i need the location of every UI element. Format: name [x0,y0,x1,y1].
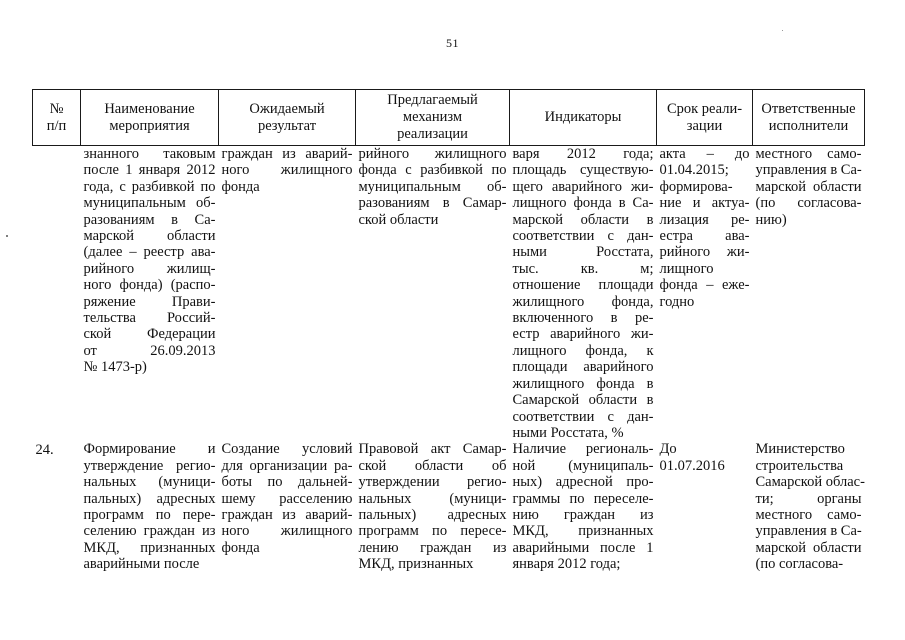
cell-line: 01.07.2016 [659,457,725,474]
cell-line: нию) [755,211,787,228]
cell-line: варя 2012 года; [512,146,654,162]
cell-line: МКД, признанных [358,556,474,573]
header-line: Ответственные [761,100,856,117]
header-responsible [753,90,865,146]
header-line: механизм [402,109,463,125]
cell-line: (по согласова- [755,195,862,212]
cell-line: нальных (муници- [83,474,216,491]
cell-line: рийного жилищного [358,146,507,162]
cell-line: ской области [358,211,439,228]
cell-line: фонда с разбивкой по [358,162,507,179]
cell-line: формирова- [659,178,733,195]
cell-line: ных) адресной про- [512,474,654,491]
cell-line: До [659,441,677,458]
cell-line: пальных) адресных [358,506,507,523]
cell-line: лизация ре- [659,211,750,228]
cell-line: пальных) адресных [83,490,216,507]
header-deadline [657,90,753,146]
header-name [81,90,219,146]
table-row [33,146,865,442]
cell-line: естра ава- [659,228,750,245]
cell-line: № 1473-р) [83,359,147,376]
cell-line: ными Росстата, % [512,424,624,441]
cell-indicators [510,146,657,442]
header-line: Ожидаемый [249,100,325,117]
cell-line: местного само- [755,506,862,523]
cell-name [81,146,219,442]
cell-line: граждан из аварий- [221,146,353,162]
cell-line: знанного таковым [83,146,216,162]
header-line: Наименование [104,100,195,117]
cell-line: ными Росстата, [512,244,654,261]
table-header-row [33,90,865,146]
cell-line: включенного в ре- [512,310,654,327]
cell-line: марской области в [512,211,654,228]
cell-deadline [657,441,753,572]
cell-mechanism [356,441,510,572]
cell-line: местного само- [755,146,862,162]
cell-name [81,441,219,572]
header-indicators [510,90,657,146]
cell-indicators [510,441,657,572]
cell-line: ской области об [358,457,507,474]
scan-artifact [782,30,783,31]
cell-line: управления в Са- [755,523,862,540]
cell-line: селению граждан из [83,523,216,540]
measures-table [32,89,865,573]
header-line: мероприятия [109,117,190,134]
header-line: Срок реали- [666,100,743,117]
cell-line: (по согласова- [755,556,844,573]
cell-line: Наличие региональ- [512,441,654,458]
cell-line: рийного жилищ- [83,260,216,277]
cell-line: ской Федерации [83,326,216,343]
table-body [33,146,865,573]
cell-line: ного жилищного [221,523,353,540]
cell-line: фонда – еже- [659,277,750,294]
cell-responsible [753,441,865,572]
scan-artifact [6,235,8,237]
cell-line: фонда [221,178,260,195]
header-num [33,90,81,146]
cell-line: шему расселению [221,490,353,507]
cell-line: разованиям в Самар- [358,195,507,212]
cell-line: Правовой акт Самар- [358,441,507,458]
cell-line: ного фонда) (распо- [83,277,216,294]
cell-result [219,146,356,442]
cell-line: тельства Россий- [83,310,216,327]
cell-line: нию граждан из [512,506,654,523]
cell-line: после 1 января 2012 [83,162,216,179]
cell-line: ной (муниципаль- [512,457,654,474]
cell-line: муниципальным об- [358,178,507,195]
cell-line: лищного фонда, к [512,342,654,359]
cell-line: площади аварийного [512,359,654,376]
cell-line: (далее – реестр ава- [83,244,216,261]
cell-line: нальных (муници- [358,490,507,507]
cell-line: ние и актуа- [659,195,750,212]
cell-line: акта – до [659,146,750,162]
cell-line: рийного жи- [659,244,750,261]
cell-deadline [657,146,753,442]
cell-line: МКД, признанных [512,523,654,540]
cell-line: Самарской области в [512,392,654,409]
cell-responsible [753,146,865,442]
cell-line: утверждение регио- [83,457,216,474]
header-line: зации [686,117,723,134]
cell-line: граммы по переселе- [512,490,654,507]
cell-line: Министерство [755,441,845,458]
cell-line: Создание условий [221,441,353,458]
cell-mechanism [356,146,510,442]
header-line: реализации [397,126,468,142]
cell-line: годно [659,293,695,310]
cell-line: МКД, признанных [83,539,216,556]
header-line: № [49,100,64,117]
header-line: Предлагаемый [387,92,478,108]
cell-line: марской области [755,178,862,195]
cell-num [33,146,81,442]
cell-line: щего аварийного жи- [512,178,654,195]
cell-line: жилищного фонда, [512,293,654,310]
cell-line: программ по пересе- [358,523,507,540]
cell-line: строительства [755,457,844,474]
cell-line: ряжение Прави- [83,293,216,310]
cell-line: утверждении регио- [358,474,507,491]
header-line: п/п [46,117,67,134]
cell-line: аварийными после 1 [512,539,654,556]
header-result [219,90,356,146]
cell-line: для организации ра- [221,457,353,474]
cell-line: 01.04.2015; [659,162,729,179]
cell-line: естр аварийного жи- [512,326,654,343]
cell-line: лищного фонда в Са- [512,195,654,212]
cell-line: лищного [659,260,714,277]
table-row [33,441,865,572]
cell-line: соответствии с дан- [512,408,654,425]
header-line: результат [257,117,317,134]
cell-num: 24. [35,442,54,459]
cell-line: лению граждан из [358,539,507,556]
cell-line: отношение площади [512,277,654,294]
header-mechanism [356,90,510,146]
cell-line: тыс. кв. м; [512,260,654,277]
header-line: Индикаторы [544,109,622,125]
cell-result [219,441,356,572]
cell-line: марской области [83,228,216,245]
cell-line: Формирование и [83,441,216,458]
cell-line: разованиям в Са- [83,211,216,228]
cell-line: от 26.09.2013 [83,342,216,359]
cell-line: фонда [221,539,260,556]
cell-line: управления в Са- [755,162,862,179]
cell-line: граждан из аварий- [221,506,353,523]
cell-line: января 2012 года; [512,556,621,573]
header-line: исполнители [768,117,849,134]
page-number: 51 [446,36,459,50]
cell-line: года, с разбивкой по [83,178,216,195]
cell-line: площадь существую- [512,162,654,179]
cell-line: Самарской облас- [755,474,865,491]
cell-line: муниципальным об- [83,195,216,212]
cell-line: аварийными после [83,556,200,573]
cell-line: жилищного фонда в [512,375,654,392]
cell-line: соответствии с дан- [512,228,654,245]
cell-line: марской области [755,539,862,556]
cell-line: программ по пере- [83,506,216,523]
cell-line: боты по дальней- [221,474,353,491]
cell-line: ного жилищного [221,162,353,179]
cell-line: ти; органы [755,490,862,507]
